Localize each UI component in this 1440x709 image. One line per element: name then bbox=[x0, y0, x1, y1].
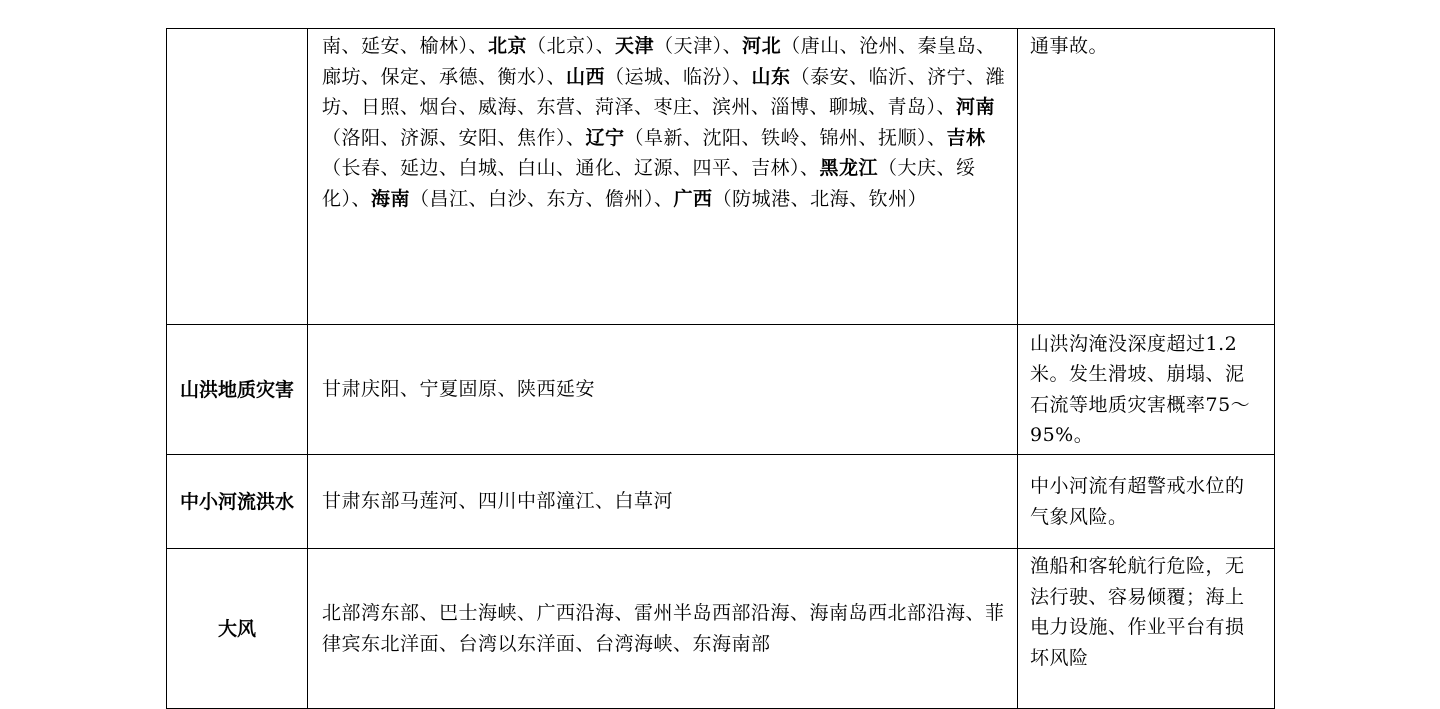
province-name: 山东 bbox=[751, 65, 791, 88]
impact-cell: 通事故。 bbox=[1018, 29, 1275, 325]
province-name: 天津 bbox=[615, 35, 655, 57]
city-list: （昌江、白沙、东方、儋州）、 bbox=[410, 187, 674, 210]
impact-cell: 渔船和客轮航行危险，无法行驶、容易倾覆；海上电力设施、作业平台有损坏风险 bbox=[1018, 549, 1275, 709]
province-name: 广西 bbox=[673, 187, 713, 210]
province-name: 黑龙江 bbox=[819, 157, 879, 179]
city-list: （唐山、沧州、秦皇岛、廊坊、保定、承德、衡水）、 bbox=[322, 35, 996, 88]
table-row bbox=[167, 29, 1275, 325]
hazard-type-cell bbox=[167, 29, 308, 325]
province-name: 海南 bbox=[371, 187, 411, 210]
province-name: 河南 bbox=[956, 96, 996, 118]
table-row bbox=[167, 455, 1275, 549]
city-list: （北京）、 bbox=[527, 35, 616, 57]
region-cell: 甘肃庆阳、宁夏固原、陕西延安 bbox=[308, 325, 1018, 455]
province-name: 山西 bbox=[566, 65, 606, 88]
impact-cell: 中小河流有超警戒水位的气象风险。 bbox=[1018, 455, 1275, 549]
region-cell: 北部湾东部、巴士海峡、广西沿海、雷州半岛西部沿海、海南岛西北部沿海、菲律宾东北洋面、台湾以东洋面、台湾海峡、东海南部 bbox=[308, 549, 1018, 709]
city-list: （洛阳、济源、安阳、焦作）、 bbox=[322, 126, 586, 149]
city-list: （防城港、北海、钦州） bbox=[712, 187, 928, 210]
hazard-type-cell: 山洪地质灾害 bbox=[167, 325, 308, 455]
region-cell: 甘肃东部马莲河、四川中部潼江、白草河 bbox=[308, 455, 1018, 549]
province-name: 北京 bbox=[488, 35, 528, 57]
region-cell bbox=[308, 29, 1018, 325]
hazard-type-cell: 中小河流洪水 bbox=[167, 455, 308, 549]
city-list: （阜新、沈阳、铁岭、锦州、抚顺）、 bbox=[624, 126, 947, 149]
province-name: 吉林 bbox=[946, 126, 986, 149]
city-list: （长春、延边、白城、白山、通化、辽源、四平、吉林）、 bbox=[322, 157, 820, 179]
city-list: 南、延安、榆林）、 bbox=[322, 35, 489, 57]
risk-table bbox=[166, 28, 1275, 709]
province-name: 河北 bbox=[742, 35, 782, 57]
city-list: （运城、临汾）、 bbox=[605, 65, 752, 88]
table-row bbox=[167, 549, 1275, 709]
city-list: （泰安、临沂、济宁、潍坊、日照、烟台、威海、东营、菏泽、枣庄、滨州、淄博、聊城、青岛）、 bbox=[322, 65, 1006, 118]
city-list: （大庆、绥化）、 bbox=[322, 157, 976, 210]
impact-cell: 山洪沟淹没深度超过1.2米。发生滑坡、崩塌、泥石流等地质灾害概率75～95%。 bbox=[1018, 325, 1275, 455]
province-name: 辽宁 bbox=[585, 126, 625, 149]
hazard-type-cell: 大风 bbox=[167, 549, 308, 709]
table-row bbox=[167, 325, 1275, 455]
city-list: （天津）、 bbox=[654, 35, 743, 57]
